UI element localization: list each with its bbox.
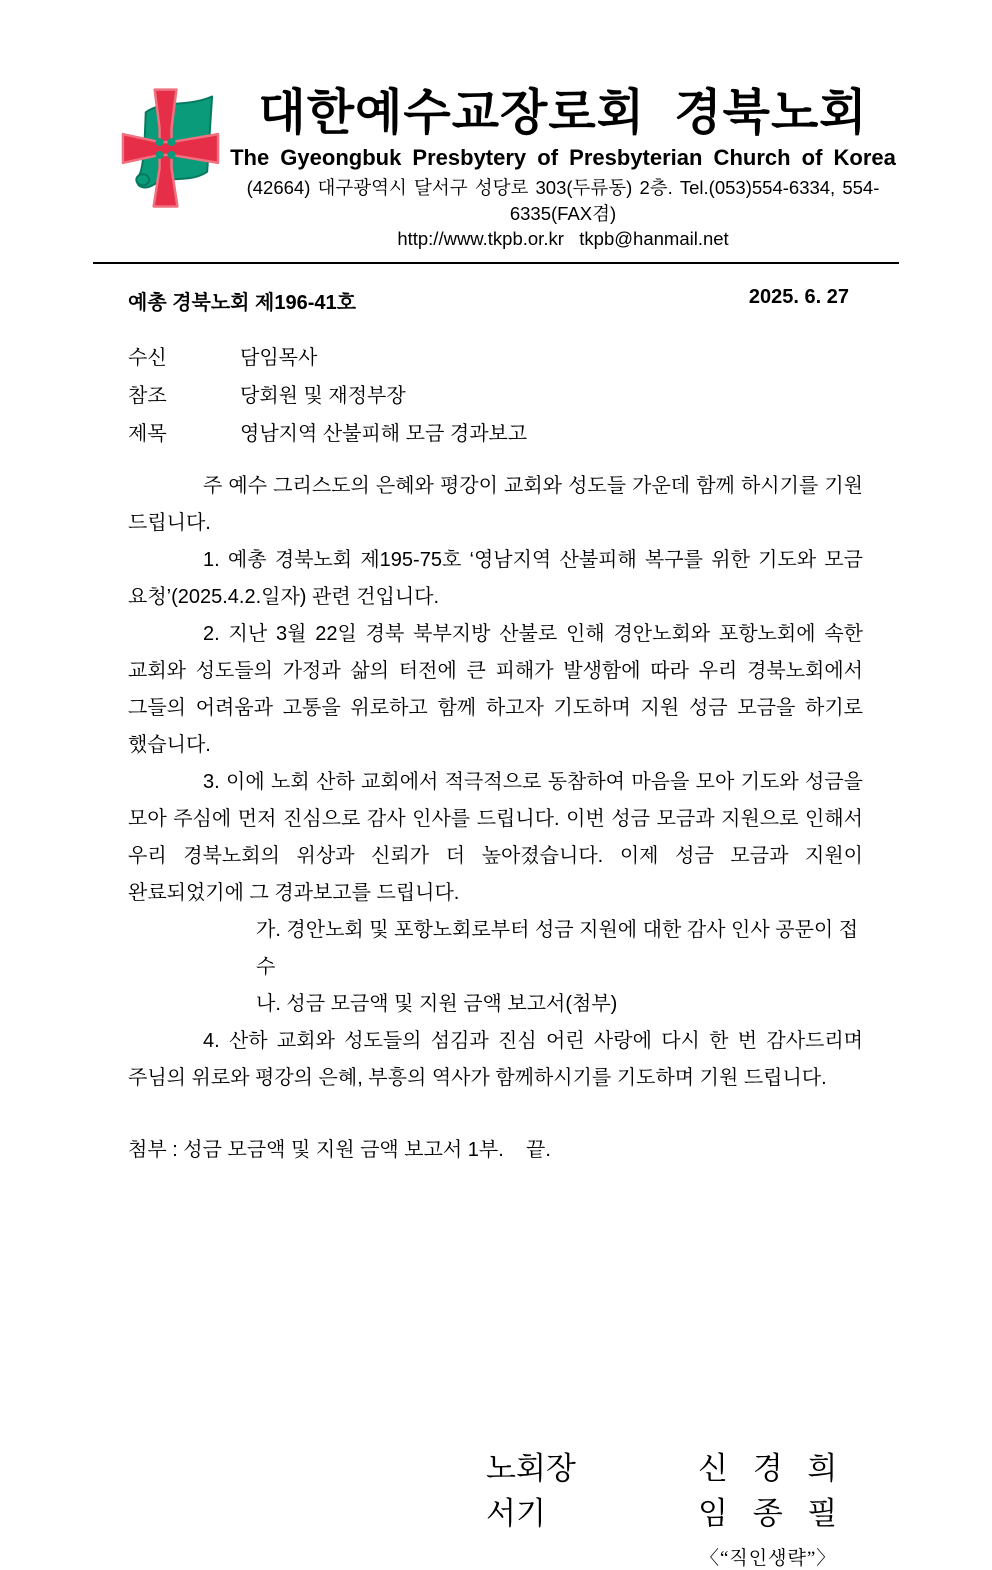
cross-and-scroll-icon xyxy=(118,86,223,214)
letterhead xyxy=(93,0,899,264)
doc-number: 예총 경북노회 제196-41호 xyxy=(128,291,356,314)
signature-row-moderator xyxy=(486,1446,899,1491)
recipient-label-to: 수신 xyxy=(128,346,167,369)
body-subitem-ga: 가. 경안노회 및 포항노회로부터 성금 지원에 대한 감사 인사 공문이 접수 xyxy=(256,918,859,978)
org-website-email: http://www.tkpb.or.kr tkpb@hanmail.net xyxy=(397,227,729,249)
doc-date: 2025. 6. 27 xyxy=(748,285,849,308)
body-paragraph-3: 3. 이에 노회 산하 교회에서 적극적으로 동참하여 마음을 모아 기도와 성금을 모아 주심에 먼저 진심으로 감사 인사를 드립니다. 이번 성금 모금과 지원으로 인해서 우리 경북노회의 위상과 신뢰가 더 높아졌습니다. 이제 성금 모금과 지원이 완료되었기에 그 경과보고를 드립니다. xyxy=(128,770,863,904)
recipient-row-to xyxy=(128,339,899,377)
body-paragraph-greeting: 주 예수 그리스도의 은혜와 평강이 교회와 성도들 가운데 함께 하시기를 기원 드립니다. xyxy=(128,474,863,534)
signature-row-secretary xyxy=(486,1491,899,1536)
letter-body xyxy=(128,468,863,1097)
recipients-block xyxy=(128,339,899,453)
body-subitem-na: 나. 성금 모금액 및 지원 금액 보고서(첨부) xyxy=(256,992,618,1015)
recipient-row-cc xyxy=(128,377,899,415)
org-subtitle-english: The Gyeongbuk Presbytery of Presbyterian Church of Korea xyxy=(230,144,896,170)
letterhead-divider xyxy=(93,262,899,264)
signature-title-secretary: 서기 xyxy=(486,1495,546,1531)
recipient-label-subject: 제목 xyxy=(128,422,167,445)
signature-title-moderator: 노회장 xyxy=(486,1450,576,1486)
org-title: 대한예수교장로회 경북노회 xyxy=(258,86,868,140)
org-address: (42664) 대구광역시 달서구 성당로 303(두류동) 2층. Tel.(053)554-6334, 554-6335(FAX겸) xyxy=(246,176,880,224)
recipient-label-cc: 참조 xyxy=(128,384,167,407)
recipient-value-subject: 영남지역 산불피해 모금 경과보고 xyxy=(240,422,528,445)
recipient-value-to: 담임목사 xyxy=(240,346,318,369)
signature-block xyxy=(486,1446,899,1570)
body-paragraph-1: 1. 예총 경북노회 제195-75호 ‘영남지역 산불피해 복구를 위한 기도와 모금 요청’(2025.4.2.일자) 관련 건입니다. xyxy=(128,548,863,608)
seal-omitted-note: 〈“직인생략”〉 xyxy=(700,1547,837,1569)
signature-name-moderator: 신 경 희 xyxy=(698,1450,840,1486)
attachment-line: 첨부 : 성금 모금액 및 지원 금액 보고서 1부. 끝. xyxy=(128,1138,551,1161)
church-logo xyxy=(118,86,223,214)
recipient-value-cc: 당회원 및 재정부장 xyxy=(240,384,406,407)
doc-meta-row xyxy=(128,286,849,315)
body-paragraph-4: 4. 산하 교회와 성도들의 섬김과 진심 어린 사랑에 다시 한 번 감사드리며 주님의 위로와 평강의 은혜, 부흥의 역사가 함께하시기를 기도하며 기원 드립니다. xyxy=(128,1029,863,1089)
signature-name-secretary: 임 종 필 xyxy=(698,1495,840,1531)
recipient-row-subject xyxy=(128,415,899,453)
body-paragraph-2: 2. 지난 3월 22일 경북 북부지방 산불로 인해 경안노회와 포항노회에 속한 교회와 성도들의 가정과 삶의 터전에 큰 피해가 발생함에 따라 우리 경북노회에서 그들의 어려움과 고통을 위로하고 함께 하고자 기도하며 지원 성금 모금을 하기로 했습니다. xyxy=(128,622,863,756)
